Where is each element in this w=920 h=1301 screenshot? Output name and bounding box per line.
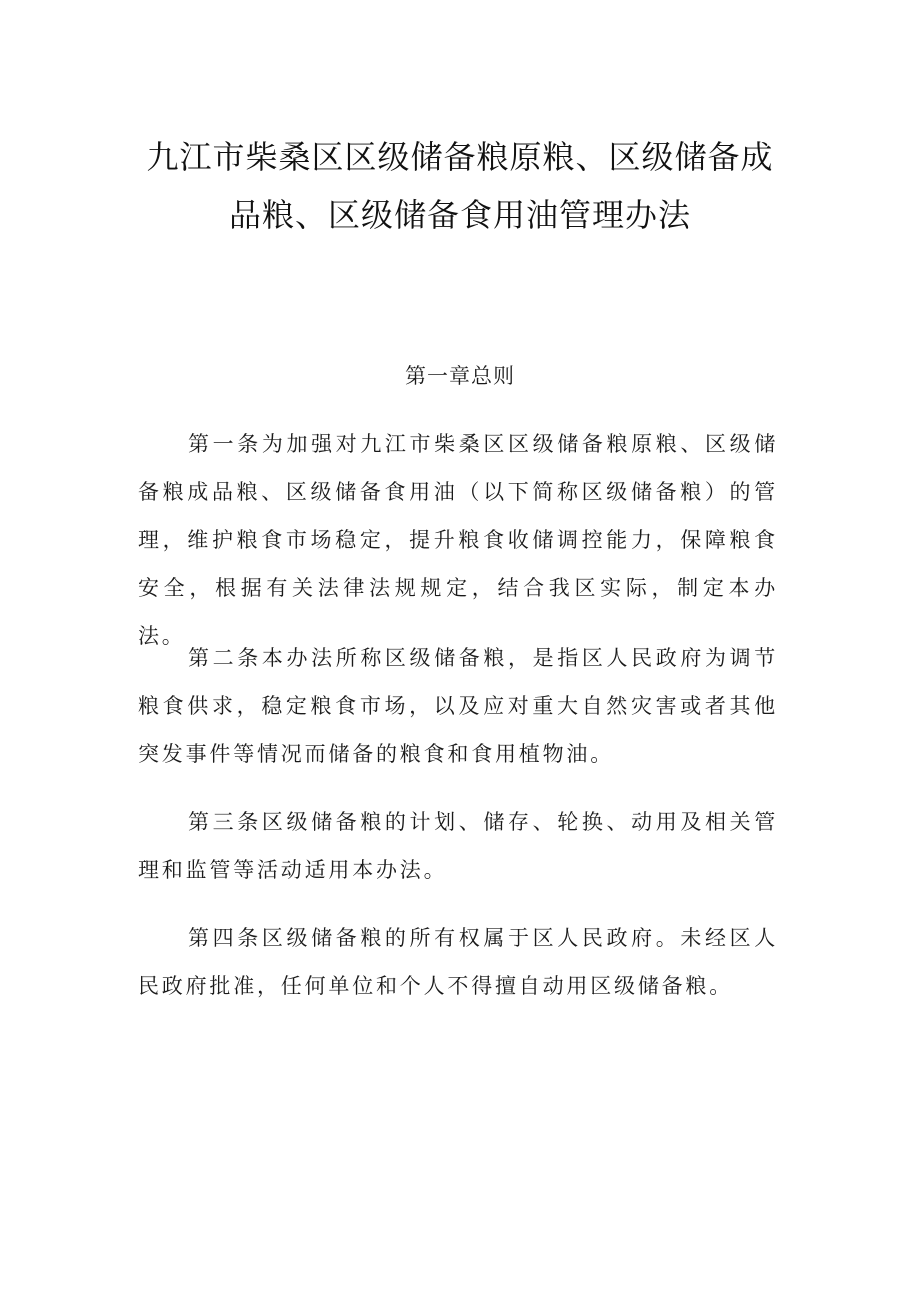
title-line-1: 九江市柴桑区区级储备粮原粮、区级储备成 — [146, 138, 774, 176]
title-line-2: 品粮、区级储备食用油管理办法 — [228, 196, 691, 234]
article-4: 第四条区级储备粮的所有权属于区人民政府。未经区人民政府批准，任何单位和个人不得擅自动用区级储备粮。 — [138, 926, 778, 998]
article-2: 第二条本办法所称区级储备粮，是指区人民政府为调节粮食供求，稳定粮食市场，以及应对重大自然灾害或者其他突发事件等情况而储备的粮食和食用植物油。 — [138, 646, 778, 766]
article-3: 第三条区级储备粮的计划、储存、轮换、动用及相关管理和监管等活动适用本办法。 — [138, 810, 778, 882]
document-title — [100, 128, 820, 244]
chapter-heading: 第一章总则 — [405, 364, 515, 388]
article-1: 第一条为加强对九江市柴桑区区级储备粮原粮、区级储备粮成品粮、区级储备食用油（以下简称区级储备粮）的管理，维护粮食市场稳定，提升粮食收储调控能力，保障粮食安全，根据有关法律法规规定，结合我区实际，制定本办法。 — [138, 432, 778, 648]
